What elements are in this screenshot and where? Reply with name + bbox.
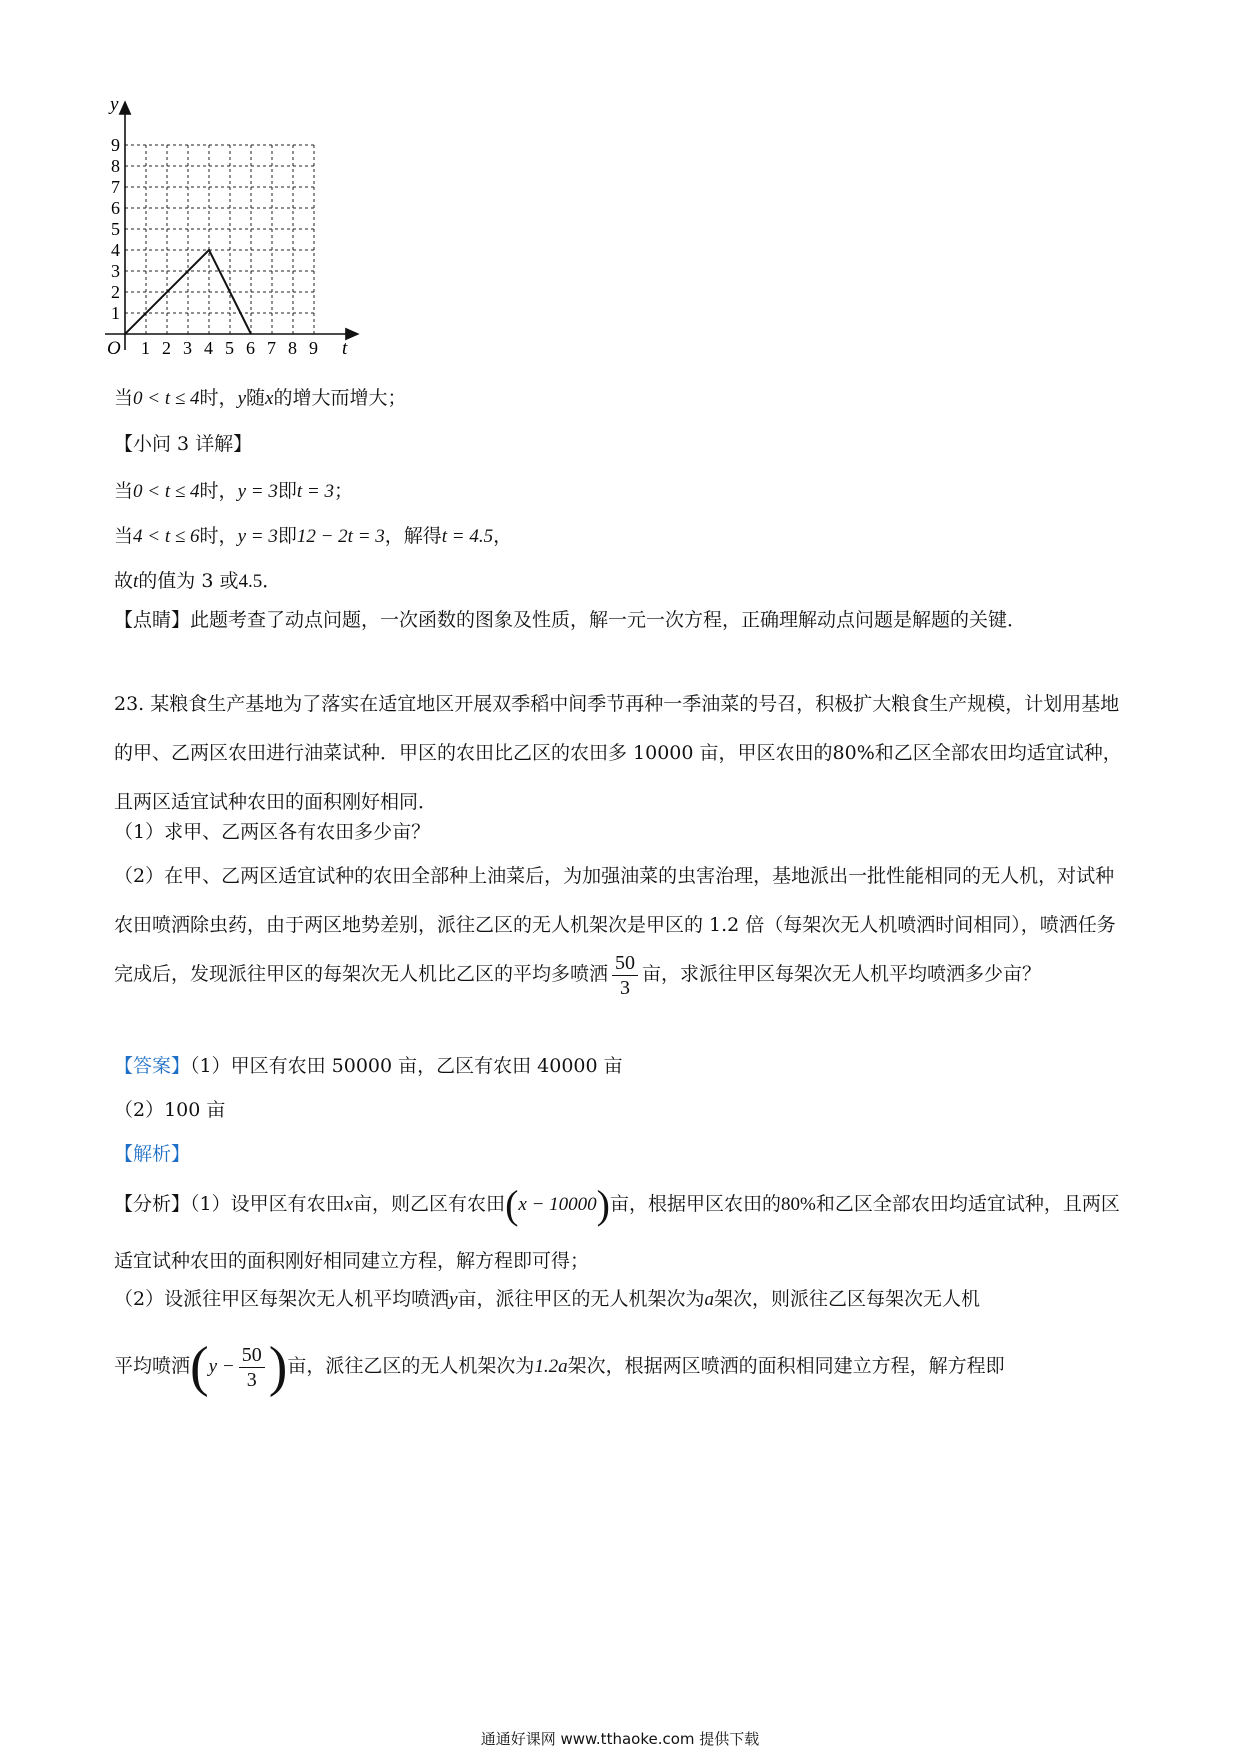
- x-tick-label: 6: [246, 338, 255, 358]
- x-tick-label: 4: [204, 338, 213, 358]
- y-tick-label: 7: [111, 177, 120, 197]
- answer-tag: 【答案】: [114, 1055, 191, 1077]
- x-tick-label: 8: [288, 338, 297, 358]
- key-point-paragraph: 【点睛】此题考查了动点问题，一次函数的图象及性质，解一元一次方程，正确理解动点问题是解题的关键．: [114, 609, 1027, 631]
- y-tick-label: 2: [111, 282, 120, 302]
- y-axis-label: y: [110, 100, 119, 115]
- analysis-part-1: 【分析】（1）设甲区有农田x亩，则乙区有农田(x − 10000)亩，根据甲区农田的80%和乙区全部农田均适宜试种，且两区适宜试种农田的面积刚好相同建立方程，解方程即可得；: [114, 1182, 1120, 1272]
- page-footer: 通通好课网 www.tthaoke.com 提供下载: [480, 1730, 760, 1748]
- fraction-50-3: $\frac{50}{3}$: [612, 951, 638, 1000]
- problem-23: 23. 某粮食生产基地为了落实在适宜地区开展双季稻中间季节再种一季油菜的号召，积极扩大粮食生产规模，计划用基地的甲、乙两区农田进行油菜试种．甲区的农田比乙区的农田多 10000 亩，甲区农田的80%和乙区全部农田均适宜试种，且两区适宜试种农田的面积刚好相同．: [114, 693, 1122, 813]
- fraction-50-3-b: $\frac{50}{3}$: [239, 1343, 265, 1392]
- text-line-case2: 当4 < t ≤ 6时，y = 3即12 − 2t = 3，解得t = 4.5，: [114, 525, 513, 547]
- x-tick-label: 7: [267, 338, 276, 358]
- analysis-tag: 【解析】: [114, 1143, 191, 1165]
- x-tick-label: 2: [162, 338, 171, 358]
- y-tick-label: 3: [111, 261, 120, 281]
- answer-line-1: 【答案】（1）甲区有农田 50000 亩，乙区有农田 40000 亩: [114, 1055, 623, 1077]
- x-tick-label: 9: [309, 338, 318, 358]
- question-2: （2）在甲、乙两区适宜试种的农田全部种上油菜后，为加强油菜的虫害治理，基地派出一批性能相同的无人机，对试种农田喷洒除虫药，由于两区地势差别，派往乙区的无人机架次是甲区的 1.2 倍（每架次无人机喷洒时间相同），喷洒任务完成后，发现派往甲区的每架次无人机比乙区的平均多喷洒 $\frac{50}{3}$ 亩，求派往甲区每架次无人机平均喷洒多少亩？: [114, 865, 1116, 999]
- text-line-conclusion: 故t的值为 3 或4.5．: [114, 570, 282, 592]
- y-tick-label: 8: [111, 156, 120, 176]
- x-tick-label: 3: [183, 338, 192, 358]
- text-line-case1: 当0 < t ≤ 4时，y = 3即t = 3；: [114, 480, 353, 502]
- function-graph: [100, 100, 410, 410]
- analysis-part-2-cont: 平均喷洒(y − $\frac{50}{3}$ )亩，派往乙区的无人机架次为1.2a架次，根据两区喷洒的面积相同建立方程，解方程即: [114, 1336, 1005, 1398]
- x-tick-label: 1: [141, 338, 150, 358]
- y-tick-label: 9: [111, 135, 120, 155]
- y-tick-label: 4: [111, 240, 120, 260]
- x-axis-label: t: [342, 338, 348, 359]
- y-tick-label: 5: [111, 219, 120, 239]
- text-line-increase: 当0 < t ≤ 4时，y随x的增大而增大；: [114, 387, 407, 409]
- y-tick-label: 1: [111, 303, 120, 323]
- origin-label: O: [107, 338, 121, 359]
- answer-line-2: （2）100 亩: [114, 1099, 226, 1121]
- section-heading: 【小问 3 详解】: [114, 433, 253, 455]
- x-tick-label: 5: [225, 338, 234, 358]
- question-1: （1）求甲、乙两区各有农田多少亩？: [114, 821, 431, 843]
- analysis-part-2: （2）设派往甲区每架次无人机平均喷洒y亩，派往甲区的无人机架次为a架次，则派往乙区每架次无人机: [114, 1288, 981, 1310]
- y-tick-label: 6: [111, 198, 120, 218]
